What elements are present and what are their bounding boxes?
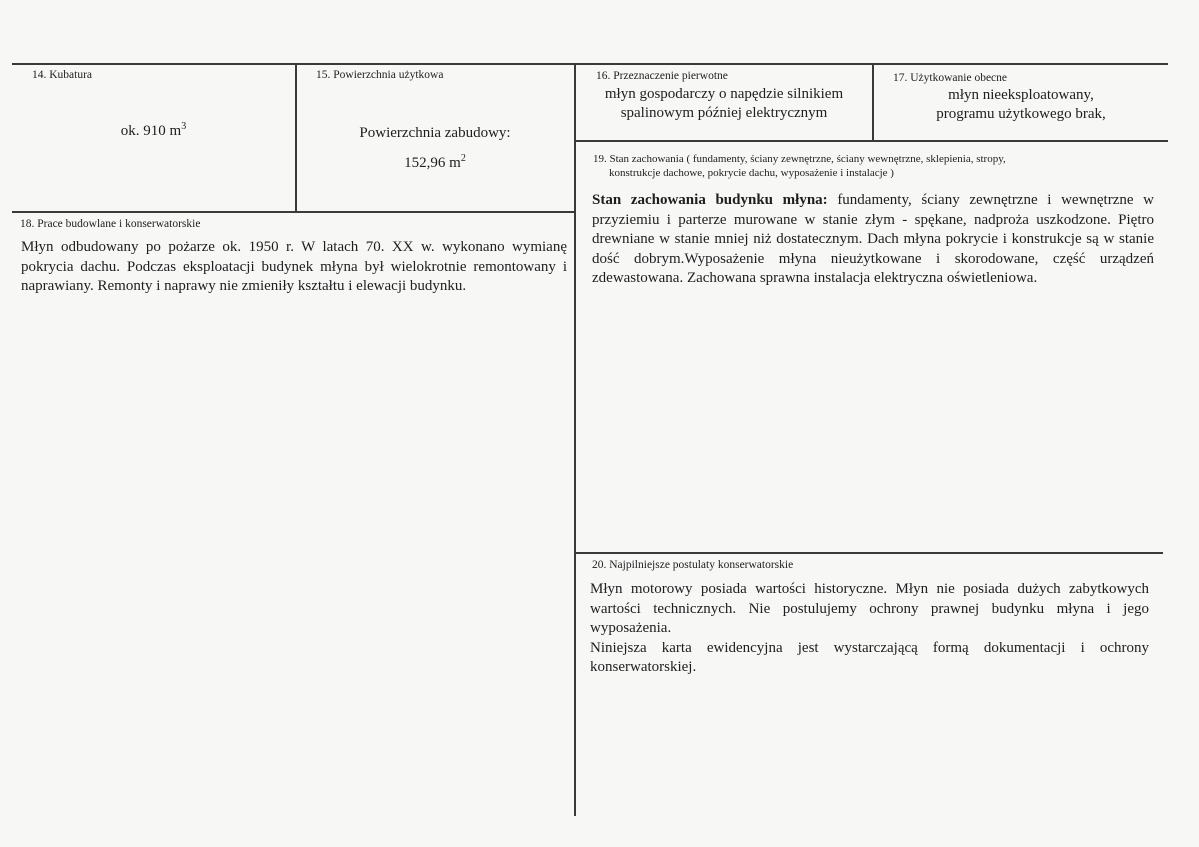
- condition-heading: Stan zachowania budynku młyna:: [592, 192, 828, 208]
- field-15-label: 15. Powierzchnia użytkowa: [316, 69, 444, 81]
- field-14-value: [12, 117, 295, 141]
- built-area-title: Powierzchnia zabudowy:: [359, 125, 511, 141]
- field-17-label: 17. Użytkowanie obecne: [893, 72, 1008, 84]
- built-area-value: 152,96 m: [404, 155, 461, 171]
- divider-left-right: [574, 63, 576, 816]
- field-20-text: [590, 580, 1149, 678]
- field-19-label: [593, 152, 1006, 180]
- postulate-paragraph-1: Młyn motorowy posiada wartości historyczne. Młyn nie posiada dużych zabytkowych wartości technicznych. Nie postulujemy ochrony prawnej budynku młyna i jego wyposażenia.: [590, 581, 1149, 636]
- original-purpose-line-1: młyn gospodarczy o napędzie silnikiem: [604, 86, 844, 102]
- current-use-line-2: programu użytkowego brak,: [936, 106, 1106, 122]
- field-18-text: Młyn odbudowany po pożarze ok. 1950 r. W latach 70. XX w. wykonano wymianę pokrycia dachu. Podczas eksploatacji budynek młyna był wielokrotnie remontowany i naprawiany. Remonty i naprawy nie zmieniły kształtu i elewacji budynku.: [21, 239, 567, 294]
- field-16-label: 16. Przeznaczenie pierwotne: [596, 70, 728, 82]
- field-17-value: [874, 86, 1168, 124]
- field-19-label-line-2: konstrukcje dachowe, pokrycie dachu, wyposażenie i instalacje ): [609, 167, 894, 179]
- field-19-label-line-1: 19. Stan zachowania ( fundamenty, ściany zewnętrzne, ściany wewnętrzne, sklepienia, stropy,: [593, 153, 1006, 165]
- field-16-value: [576, 85, 872, 123]
- built-area-unit-sup: 2: [460, 153, 466, 164]
- top-border-line: [12, 63, 1168, 65]
- field-20-label: 20. Najpilniejsze postulaty konserwatorskie: [592, 559, 794, 571]
- field-14-label: 14. Kubatura: [32, 69, 93, 81]
- field-18-label: 18. Prace budowlane i konserwatorskie: [20, 218, 201, 230]
- condition-body: fundamenty, ściany zewnętrzne i wewnętrzne w przyziemiu i parterze murowane w stanie złym - spękane, nadproża uszkodzone. Piętro drewniane w stanie mniej niż dostatecznym. Dach młyna pokrycie i konstrukcje są w stanie dość dobrym.Wyposażenie młyna nieużytkowane i skorodowane, część urządzeń zdewastowana. Zachowana sprawna instalacja elektryczna oświetleniowa.: [592, 192, 1155, 286]
- field-19-text: [592, 191, 1154, 289]
- postulate-paragraph-2: Niniejsza karta ewidencyjna jest wystarczającą formą dokumentacji i ochrony konserwatorskiej.: [590, 639, 1149, 675]
- cubature-value: ok. 910 m: [120, 123, 182, 139]
- divider-15-18: [12, 211, 575, 213]
- divider-19-20: [574, 552, 1163, 554]
- current-use-line-1: młyn nieeksploatowany,: [948, 87, 1094, 103]
- field-15-value: [296, 120, 574, 176]
- cubature-unit-sup: 3: [181, 121, 187, 132]
- original-purpose-line-2: spalinowym później elektrycznym: [620, 105, 828, 121]
- divider-16-17-bottom: [574, 140, 1168, 142]
